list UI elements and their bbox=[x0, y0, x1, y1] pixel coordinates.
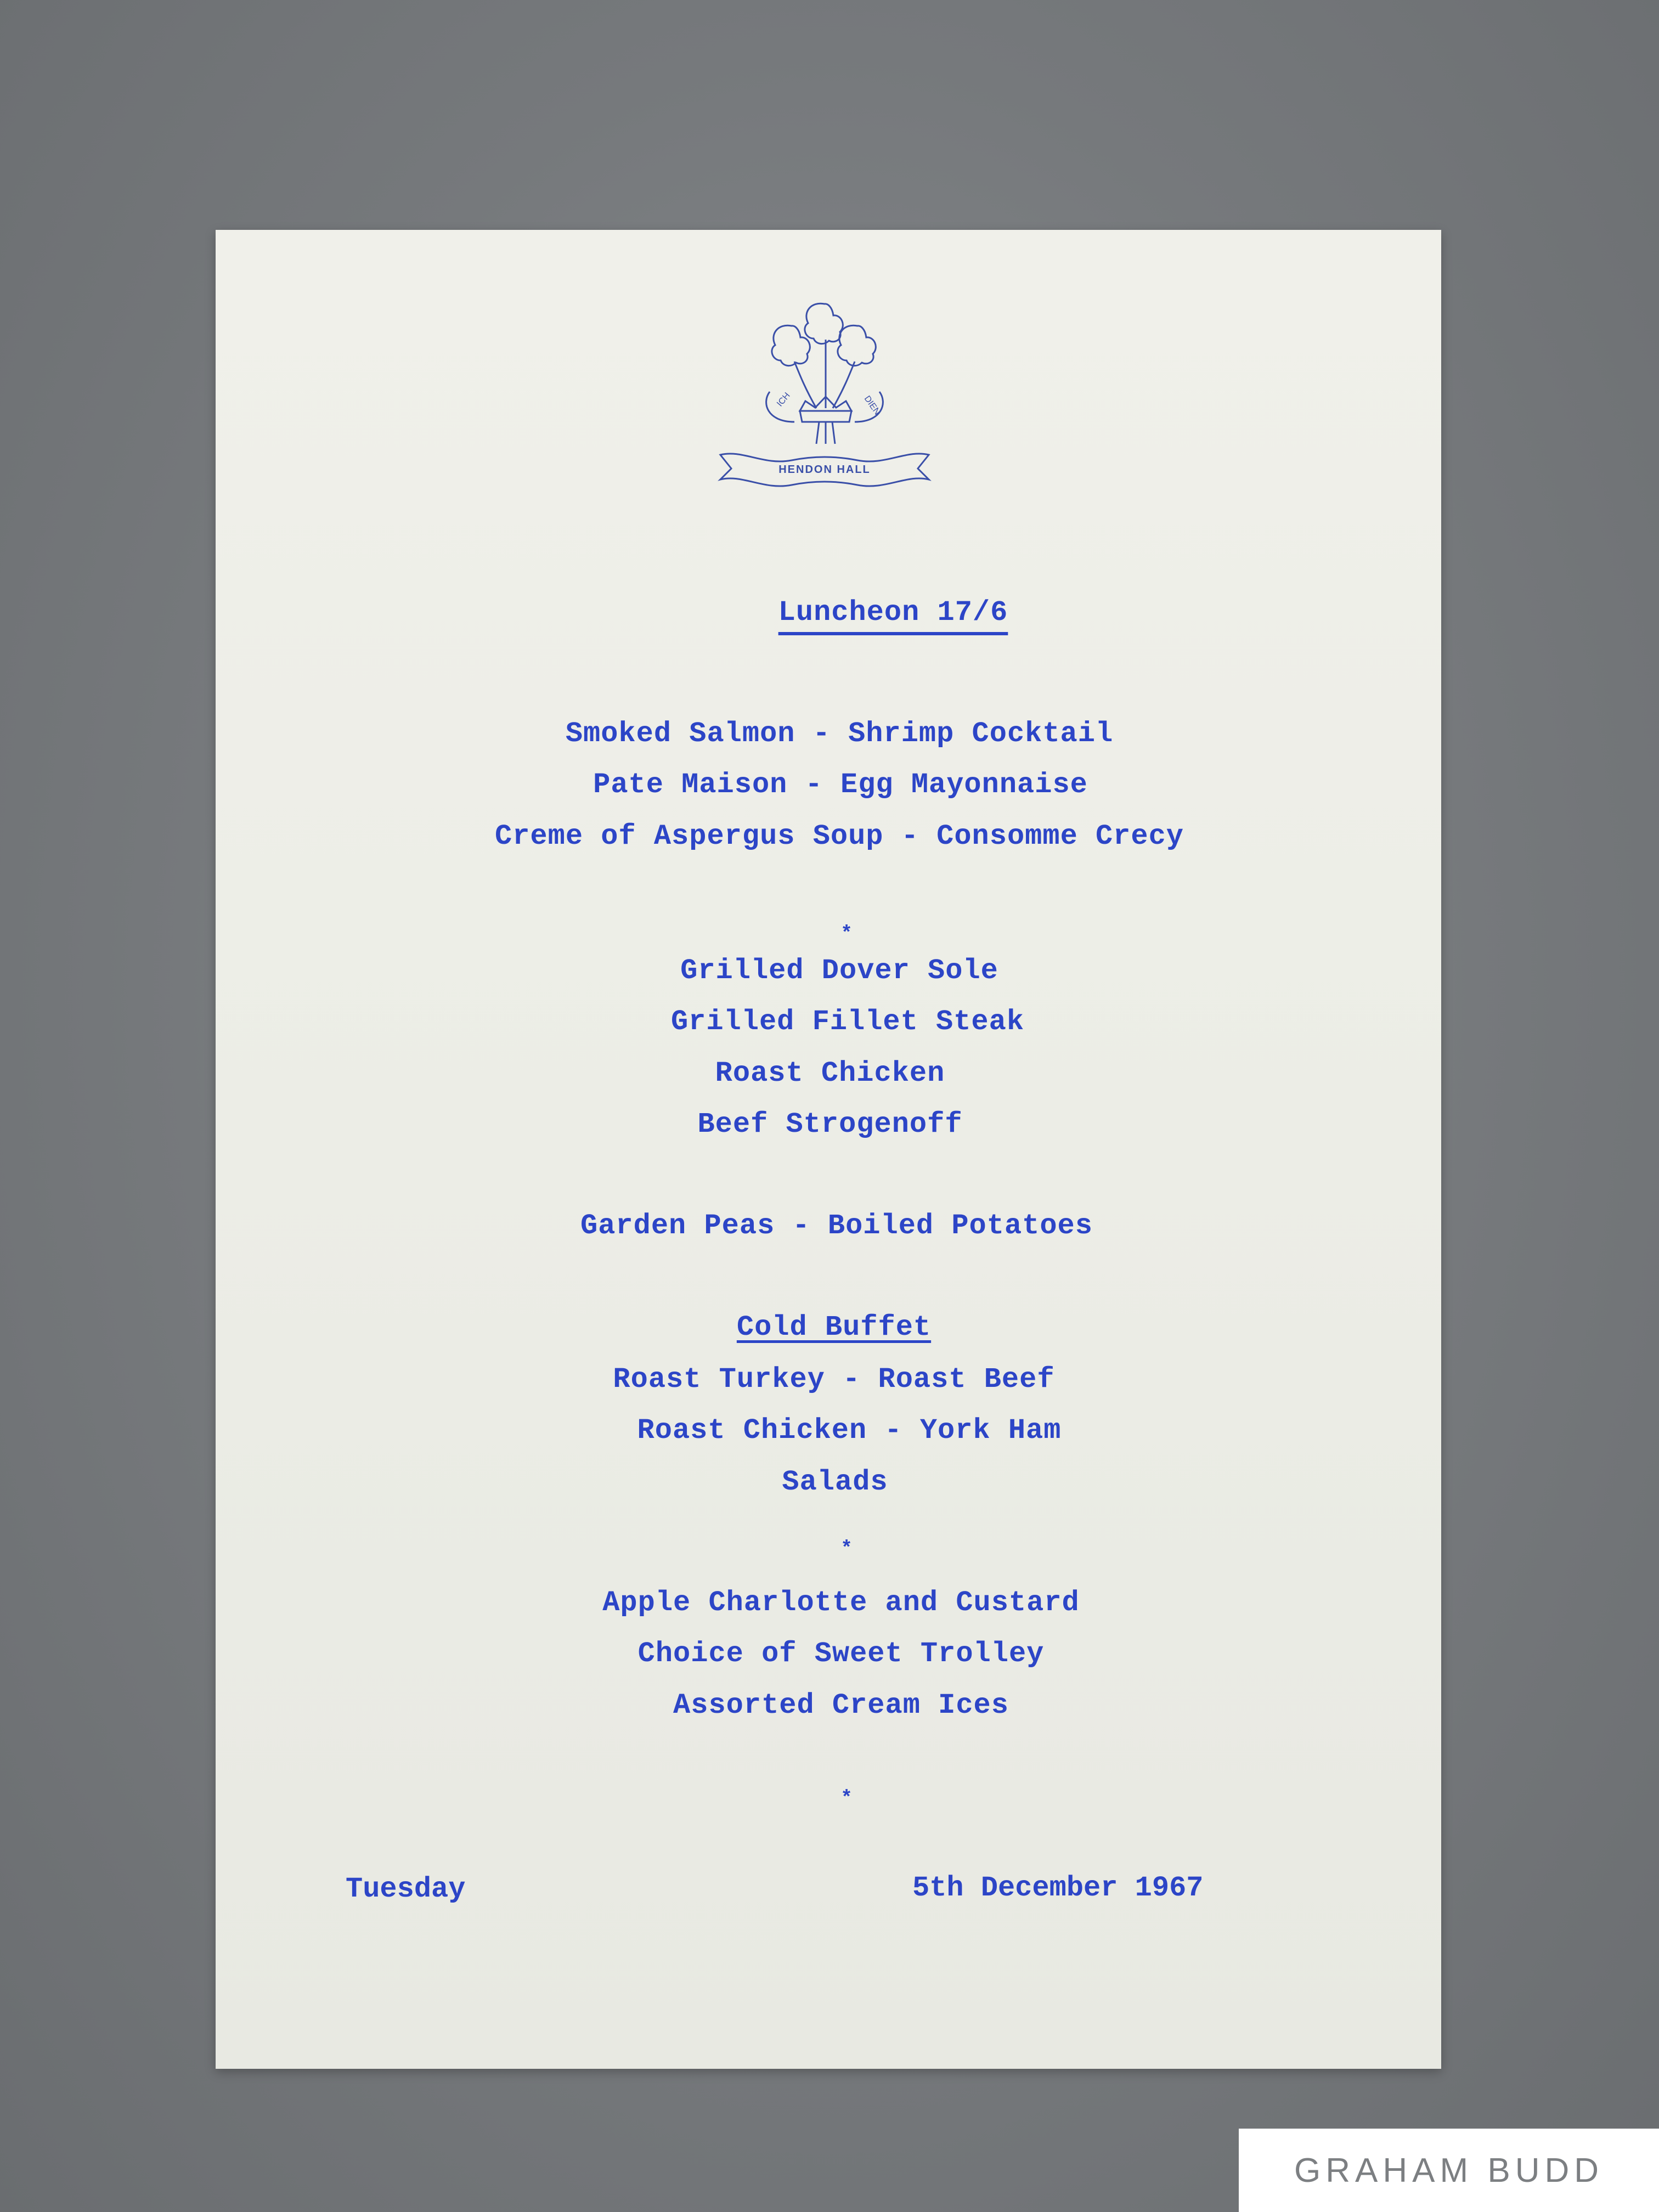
menu-item: Apple Charlotte and Custard bbox=[602, 1587, 1080, 1619]
menu-item: Beef Strogenoff bbox=[697, 1108, 963, 1141]
menu-item: Roast Chicken bbox=[715, 1057, 945, 1090]
separator: * bbox=[840, 1537, 853, 1560]
menu-item: Roast Turkey - Roast Beef bbox=[613, 1363, 1055, 1396]
menu-item: Creme of Aspergus Soup - Consomme Crecy bbox=[495, 820, 1184, 853]
menu-item: Grilled Fillet Steak bbox=[670, 1006, 1025, 1038]
menu-title: Luncheon 17/6 bbox=[778, 596, 1008, 629]
menu-item: Smoked Salmon - Shrimp Cocktail bbox=[565, 718, 1114, 750]
menu-item: Garden Peas - Boiled Potatoes bbox=[580, 1210, 1093, 1242]
separator: * bbox=[840, 1787, 853, 1809]
motto-right: DIEN bbox=[862, 394, 882, 417]
menu-item: Assorted Cream Ices bbox=[673, 1689, 1009, 1722]
footer-date: 5th December 1967 bbox=[912, 1872, 1204, 1904]
menu-item: Pate Maison - Egg Mayonnaise bbox=[593, 769, 1088, 801]
menu-item: Salads bbox=[782, 1466, 888, 1498]
prince-of-wales-feathers-icon bbox=[709, 293, 940, 501]
banner-text: HENDON HALL bbox=[778, 464, 871, 476]
section-heading: Cold Buffet bbox=[736, 1311, 932, 1344]
menu-item: Grilled Dover Sole bbox=[680, 955, 998, 987]
menu-card bbox=[216, 230, 1441, 2069]
footer-day: Tuesday bbox=[346, 1873, 466, 1905]
separator: * bbox=[840, 922, 853, 945]
watermark-text: GRAHAM BUDD bbox=[1294, 2151, 1604, 2190]
menu-item: Choice of Sweet Trolley bbox=[637, 1638, 1045, 1670]
menu-item: Roast Chicken - York Ham bbox=[637, 1414, 1062, 1447]
motto-left: ICH bbox=[775, 391, 792, 409]
watermark bbox=[1239, 2129, 1659, 2212]
